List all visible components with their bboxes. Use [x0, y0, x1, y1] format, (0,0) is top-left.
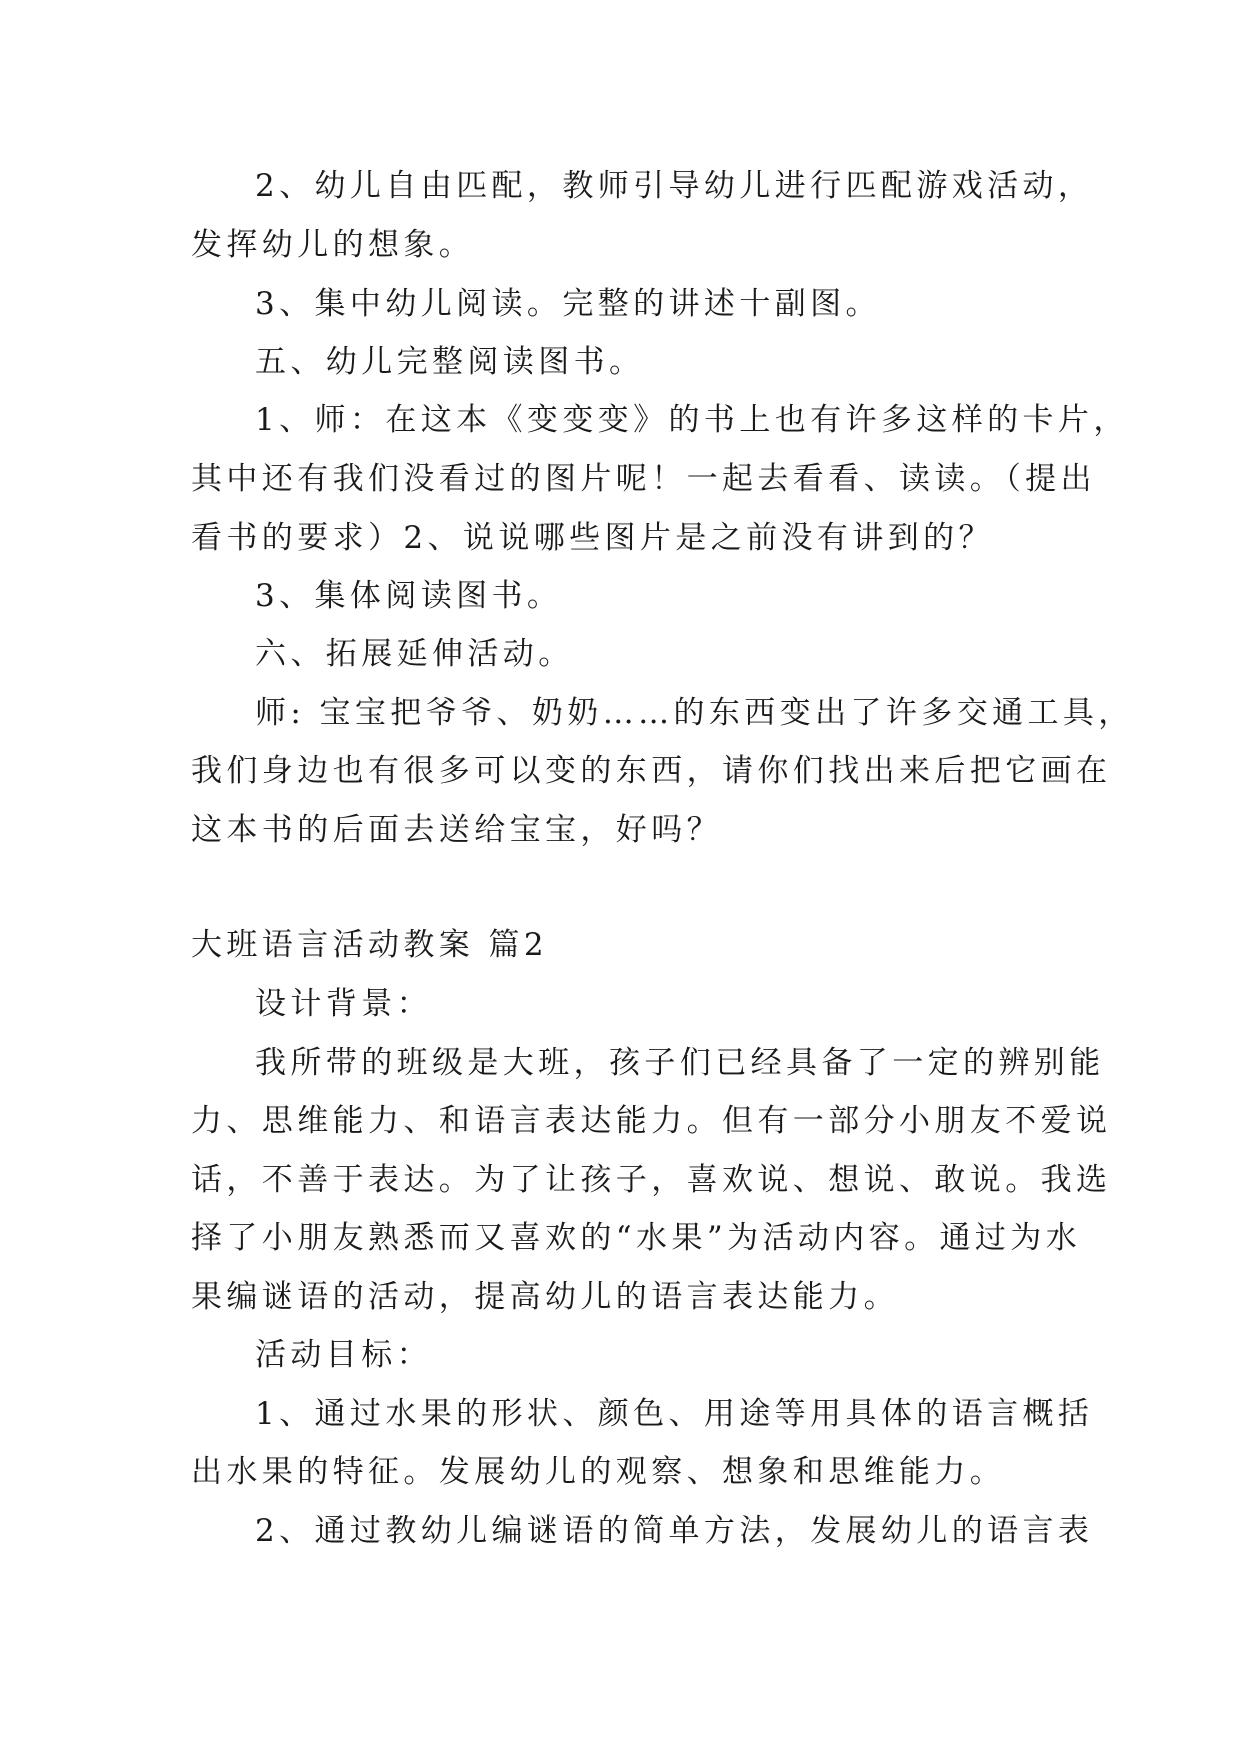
section-heading: 设计背景：	[255, 986, 432, 1022]
paragraph-line: 3、集中幼儿阅读。完整的讲述十副图。	[255, 286, 881, 322]
paragraph-line: 发挥幼儿的想象。	[191, 227, 475, 263]
paragraph-line: 3、集体阅读图书。	[255, 578, 563, 614]
paragraph-line: 话，不善于表达。为了让孩子，喜欢说、想说、敢说。我选	[191, 1162, 1112, 1198]
paragraph-line: 2、幼儿自由匹配，教师引导幼儿进行匹配游戏活动，	[255, 168, 1094, 204]
paragraph-line: 2、通过教幼儿编谜语的简单方法，发展幼儿的语言表	[255, 1513, 1094, 1549]
paragraph-line: 其中还有我们没看过的图片呢！一起去看看、读读。（提出	[191, 461, 1096, 497]
paragraph-line: 择了小朋友熟悉而又喜欢的“水果”为活动内容。通过为水	[191, 1220, 1082, 1256]
paragraph-line: 出水果的特征。发展幼儿的观察、想象和思维能力。	[191, 1454, 1006, 1490]
paragraph-line: 1、通过水果的形状、颜色、用途等用具体的语言概括	[255, 1396, 1094, 1432]
section-heading: 五、幼儿完整阅读图书。	[255, 344, 645, 380]
paragraph-line: 看书的要求）2、说说哪些图片是之前没有讲到的？	[191, 520, 994, 556]
paragraph-line: 果编谜语的活动，提高幼儿的语言表达能力。	[191, 1279, 899, 1315]
paragraph-line: 师: 宝宝把爷爷、奶奶……的东西变出了许多交通工具，	[255, 695, 1134, 731]
paragraph-line: 这本书的后面去送给宝宝，好吗？	[191, 812, 722, 848]
paragraph-line: 我们身边也有很多可以变的东西，请你们找出来后把它画在	[191, 753, 1112, 789]
section-heading: 活动目标：	[255, 1337, 432, 1373]
article-title: 大班语言活动教案 篇2	[191, 927, 548, 963]
paragraph-line: 1、师：在这本《变变变》的书上也有许多这样的卡片，	[255, 402, 1129, 438]
section-heading: 六、拓展延伸活动。	[255, 636, 574, 672]
paragraph-line: 我所带的班级是大班，孩子们已经具备了一定的辨别能	[255, 1045, 1105, 1081]
paragraph-line: 力、思维能力、和语言表达能力。但有一部分小朋友不爱说	[191, 1103, 1112, 1139]
